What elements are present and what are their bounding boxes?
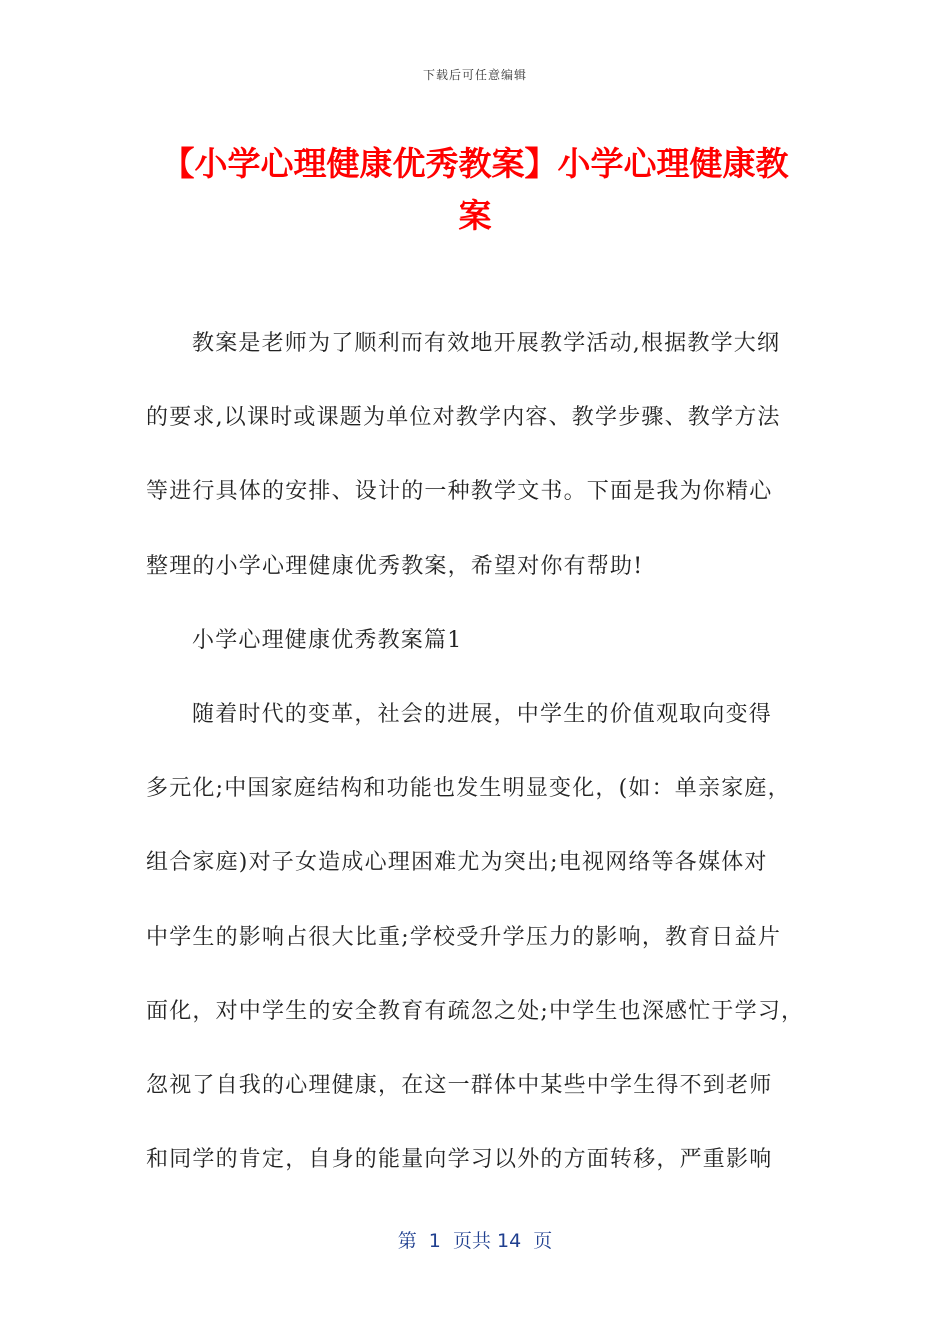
body-line: 整理的小学心理健康优秀教案，希望对你有帮助! [146,553,644,579]
body-line: 和同学的肯定，自身的能量向学习以外的方面转移，严重影响 [146,1147,773,1173]
body-line: 组合家庭)对子女造成心理困难尤为突出;电视网络等各媒体对 [146,850,768,876]
page-footer: 第 1 页共 14 页 [397,1230,553,1252]
body-line: 忽视了自我的心理健康，在这一群体中某些中学生得不到老师 [146,1072,773,1098]
body-line: 随着时代的变革，社会的进展，中学生的价值观取向变得 [192,701,773,727]
document-title [140,138,810,242]
body-line: 教案是老师为了顺利而有效地开展教学活动,根据教学大纲 [192,331,781,356]
body-line: 多元化;中国家庭结构和功能也发生明显变化，(如：单亲家庭， [146,776,791,802]
title-line-2: 案 [458,196,492,235]
body-line: 面化，对中学生的安全教育有疏忽之处;中学生也深感忙于学习， [146,998,805,1024]
body-line: 等进行具体的安排、设计的一种教学文书。下面是我为你精心 [146,479,773,505]
body-line: 中学生的影响占很大比重;学校受升学压力的影响，教育日益片 [146,924,782,950]
body-line: 的要求,以课时或课题为单位对教学内容、教学步骤、教学方法 [146,405,781,431]
document-body [146,322,814,1212]
title-line-1: 【小学心理健康优秀教案】小学心理健康教 [161,144,789,183]
header-note: 下载后可任意编辑 [422,68,527,82]
section-heading: 小学心理健康优秀教案篇1 [192,627,463,653]
